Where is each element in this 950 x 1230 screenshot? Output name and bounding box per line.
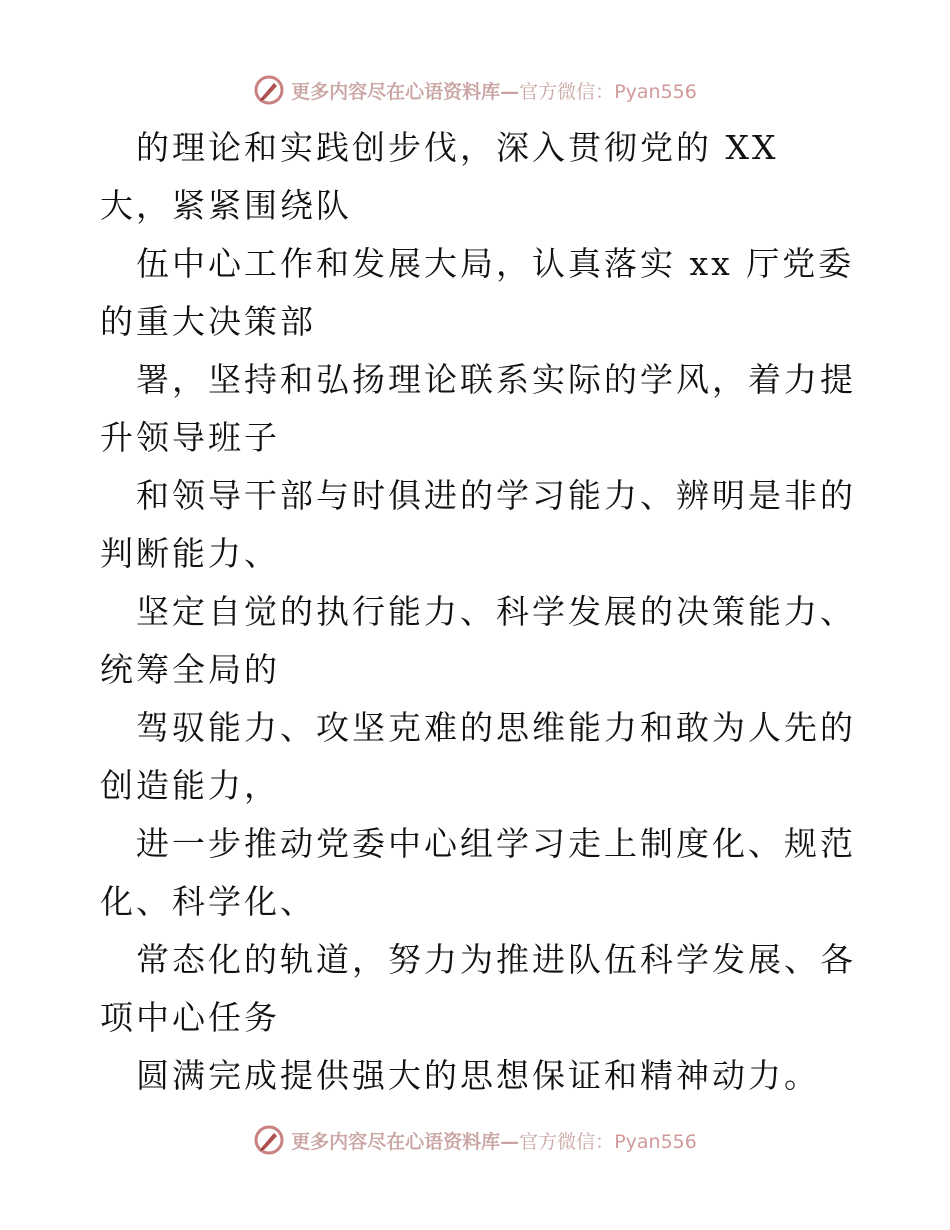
paragraph: 的理论和实践创步伐，深入贯彻党的 XX 大，紧紧围绕队 <box>100 128 779 225</box>
paragraph: 和领导干部与时俱进的学习能力、辨明是非的判断能力、 <box>100 476 856 573</box>
paragraph: 伍中心工作和发展大局，认真落实 xx 厅党委的重大决策部 <box>100 244 855 341</box>
header-watermark <box>0 70 950 110</box>
paragraph: 常态化的轨道，努力为推进队伍科学发展、各项中心任务 <box>100 940 856 1037</box>
watermark-text: 更多内容尽在心语资料库—官方微信：Pyan556 <box>291 80 697 103</box>
paragraph: 坚定自觉的执行能力、科学发展的决策能力、统筹全局的 <box>100 592 856 689</box>
paragraph: 圆满完成提供强大的思想保证和精神动力。 <box>136 1056 820 1095</box>
document-body <box>100 119 860 1105</box>
paragraph: 驾驭能力、攻坚克难的思维能力和敢为人先的创造能力， <box>100 708 856 805</box>
footer-watermark <box>0 1120 950 1160</box>
paragraph: 进一步推动党委中心组学习走上制度化、规范化、科学化、 <box>100 824 856 921</box>
pen-logo-icon <box>253 74 285 106</box>
pen-logo-icon <box>253 1124 285 1156</box>
watermark-text: 更多内容尽在心语资料库—官方微信：Pyan556 <box>291 1130 697 1153</box>
paragraph: 署，坚持和弘扬理论联系实际的学风，着力提升领导班子 <box>100 360 856 457</box>
